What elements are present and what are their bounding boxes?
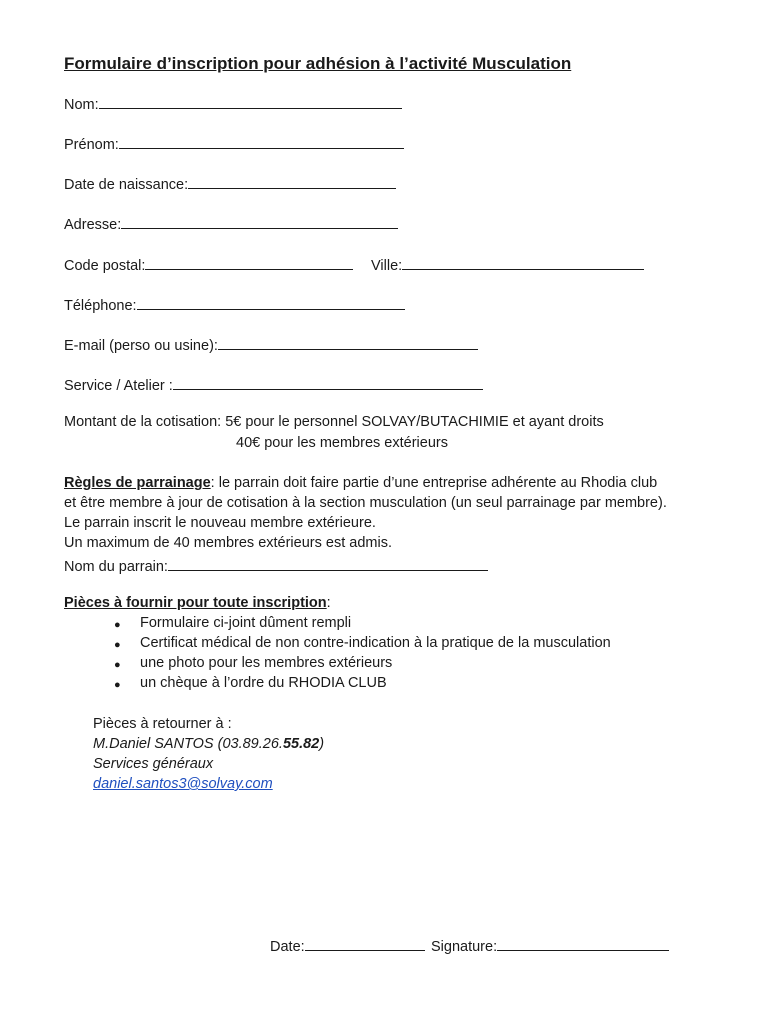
- field-ville-line[interactable]: [402, 255, 644, 270]
- field-email: [64, 335, 478, 354]
- field-date-naissance-line[interactable]: [188, 174, 396, 189]
- field-prenom-line[interactable]: [119, 134, 404, 149]
- field-nom-line[interactable]: [99, 94, 402, 109]
- field-service: [64, 375, 483, 394]
- pieces-item-formulaire: ● Formulaire ci-joint dûment rempli: [114, 615, 611, 635]
- field-date-naissance: [64, 174, 396, 193]
- footer-date-label: Date:: [270, 939, 305, 955]
- field-nom-parrain-line[interactable]: [168, 556, 488, 571]
- field-adresse: [64, 214, 398, 233]
- retour-label: Pièces à retourner à :: [93, 716, 232, 732]
- parrainage-line-1: [64, 475, 657, 491]
- page-title: Formulaire d’inscription pour adhésion à l’activité Musculation: [64, 54, 572, 73]
- parrainage-line-2: et être membre à jour de cotisation à la section musculation (un seul parrainage par membre).: [64, 495, 667, 511]
- retour-contact: [93, 736, 324, 752]
- field-email-label: E-mail (perso ou usine):: [64, 338, 218, 354]
- footer-signature-label: Signature:: [431, 939, 498, 955]
- field-adresse-label: Adresse:: [64, 217, 122, 233]
- pieces-item-photo: ● une photo pour les membres extérieurs: [114, 655, 611, 675]
- footer-date-line[interactable]: [305, 936, 425, 951]
- footer-signature: [431, 936, 669, 955]
- field-telephone: [64, 295, 405, 314]
- field-service-line[interactable]: [173, 375, 483, 390]
- field-ville: [371, 255, 644, 274]
- pieces-heading: Pièces à fournir pour toute inscription: [64, 595, 327, 611]
- pieces-item-cheque: ● un chèque à l’ordre du RHODIA CLUB: [114, 675, 611, 695]
- field-ville-label: Ville:: [371, 258, 403, 274]
- field-code-postal-label: Code postal:: [64, 258, 146, 274]
- footer-date: [270, 936, 425, 955]
- retour-email-link[interactable]: daniel.santos3@solvay.com: [93, 776, 273, 792]
- field-email-line[interactable]: [218, 335, 478, 350]
- retour-service: Services généraux: [93, 756, 214, 772]
- field-service-label: Service / Atelier :: [64, 378, 173, 394]
- field-nom-label: Nom:: [64, 97, 99, 113]
- pieces-colon: :: [326, 595, 331, 611]
- field-nom-parrain: [64, 556, 488, 575]
- footer-signature-line[interactable]: [497, 936, 669, 951]
- field-nom-parrain-label: Nom du parrain:: [64, 559, 168, 575]
- pieces-heading-row: [64, 595, 331, 611]
- field-nom: [64, 94, 402, 113]
- pieces-item-certificat: ● Certificat médical de non contre-indication à la pratique de la musculation: [114, 635, 611, 655]
- retour-contact-suffix: ): [319, 736, 325, 752]
- parrainage-line-1-text: : le parrain doit faire partie d’une entreprise adhérente au Rhodia club: [210, 475, 658, 491]
- cotisation-line-2: 40€ pour les membres extérieurs: [236, 435, 448, 451]
- field-prenom: [64, 134, 404, 153]
- parrainage-line-4: Un maximum de 40 membres extérieurs est admis.: [64, 535, 392, 551]
- parrainage-heading: Règles de parrainage: [64, 475, 211, 491]
- field-telephone-line[interactable]: [137, 295, 405, 310]
- field-date-naissance-label: Date de naissance:: [64, 177, 189, 193]
- cotisation-line-1: Montant de la cotisation: 5€ pour le personnel SOLVAY/BUTACHIMIE et ayant droits: [64, 414, 604, 430]
- field-code-postal-line[interactable]: [145, 255, 353, 270]
- retour-contact-prefix: M.Daniel SANTOS (03.89.26.: [93, 736, 283, 752]
- field-code-postal: [64, 255, 353, 274]
- retour-contact-phone-bold: 55.82: [282, 736, 320, 752]
- field-adresse-line[interactable]: [121, 214, 398, 229]
- field-telephone-label: Téléphone:: [64, 298, 137, 314]
- field-prenom-label: Prénom:: [64, 137, 119, 153]
- pieces-list: [114, 615, 611, 695]
- parrainage-line-3: Le parrain inscrit le nouveau membre extérieure.: [64, 515, 376, 531]
